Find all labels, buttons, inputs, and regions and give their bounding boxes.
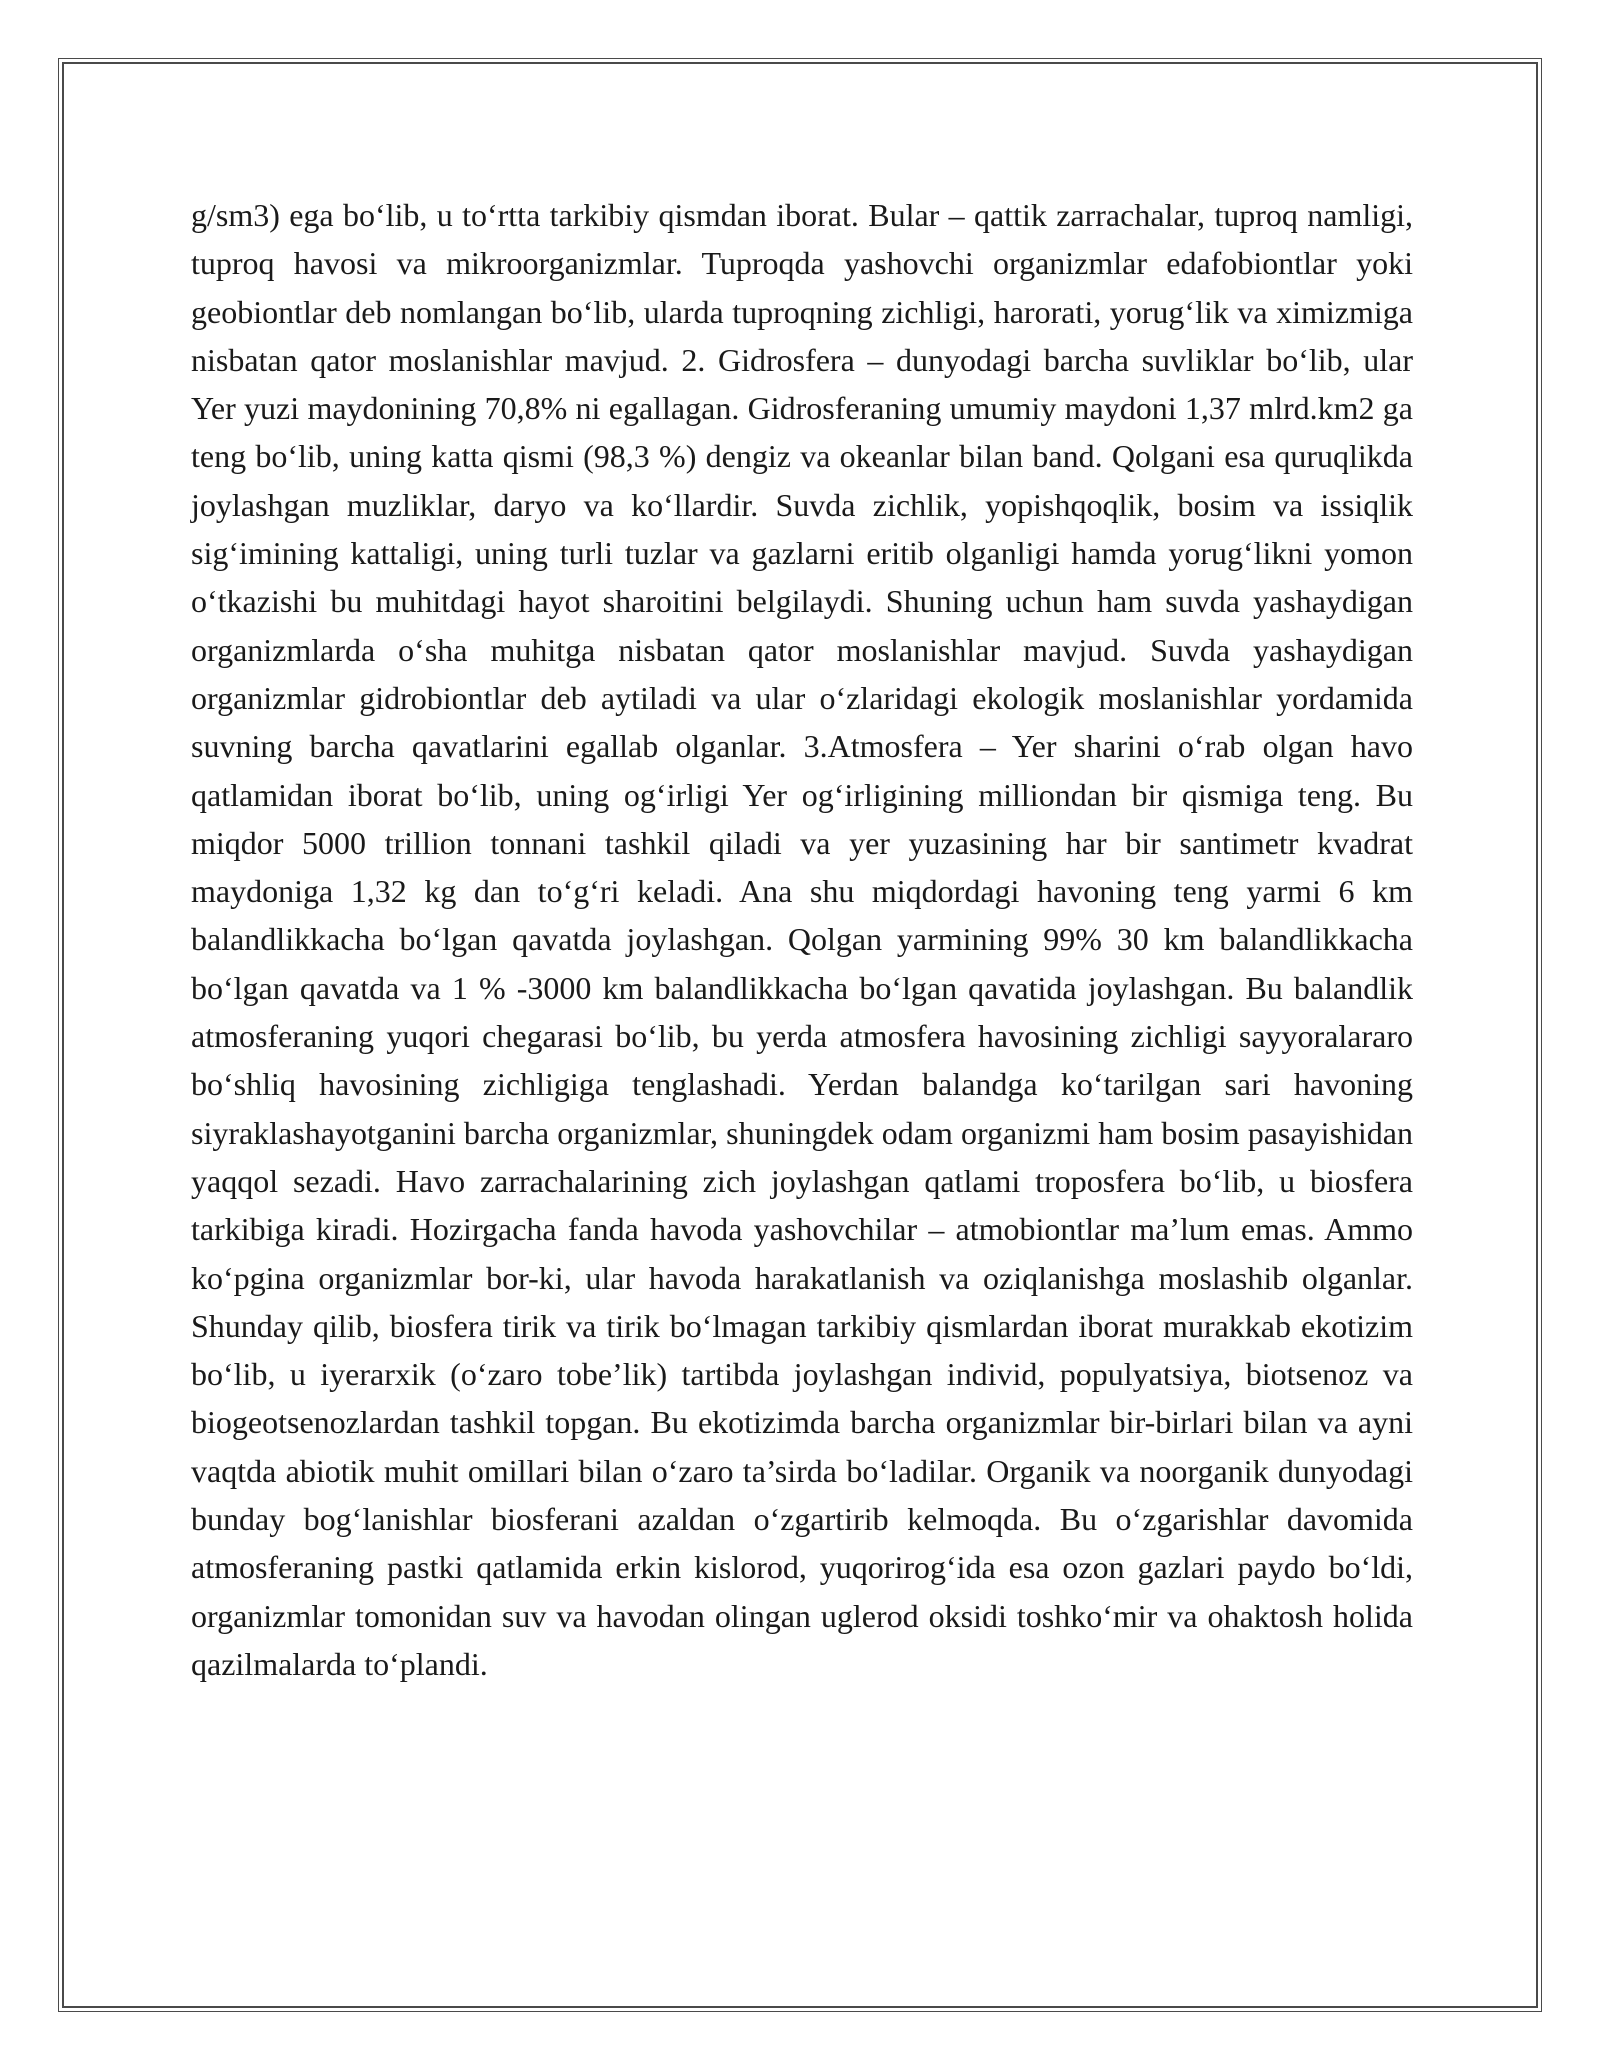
body-paragraph: g/sm3) ega bo‘lib, u to‘rtta tarkibiy qismdan iborat. Bular – qattik zarrachalar, tuproq namligi, tuproq havosi va mikroorganizmlar. Tuproqda yashovchi organizmlar edafobiontlar yoki geobiontlar deb nomlangan bo‘lib, ularda tuproqning zichligi, harorati, yorug‘lik va ximizmiga nisbatan qator moslanishlar mavjud. 2. Gidrosfera – dunyodagi barcha suvliklar bo‘lib, ular Yer yuzi maydonining 70,8% ni egallagan. Gidrosferaning umumiy maydoni 1,37 mlrd.km2 ga teng bo‘lib, uning katta qismi (98,3 %) dengiz va okeanlar bilan band. Qolgani esa quruqlikda joylashgan muzliklar, daryo va ko‘llardir. Suvda zichlik, yopishqoqlik, bosim va issiqlik sig‘imining kattaligi, uning turli tuzlar va gazlarni eritib olganligi hamda yorug‘likni yomon o‘tkazishi bu muhitdagi hayot sharoitini belgilaydi. Shuning uchun ham suvda yashaydigan organizmlarda o‘sha muhitga nisbatan qator moslanishlar mavjud. Suvda yashaydigan organizmlar gidrobiontlar deb aytiladi va ular o‘zlaridagi ekologik moslanishlar yordamida suvning barcha qavatlarini egallab olganlar. 3.Atmosfera – Yer sharini o‘rab olgan havo qatlamidan iborat bo‘lib, uning og‘irligi Yer og‘irligining milliondan bir qismiga teng. Bu miqdor 5000 trillion tonnani tashkil qiladi va yer yuzasining har bir santimetr kvadrat maydoniga 1,32 kg dan to‘g‘ri keladi. Ana shu miqdordagi havoning teng yarmi 6 km balandlikkacha bo‘lgan qavatda joylashgan. Qolgan yarmining 99% 30 km balandlikkacha bo‘lgan qavatda va 1 % -3000 km balandlikkacha bo‘lgan qavatida joylashgan. Bu balandlik atmosferaning yuqori chegarasi bo‘lib, bu yerda atmosfera havosining zichligi sayyoralararo bo‘shliq havosining zichligiga tenglashadi. Yerdan balandga ko‘tarilgan sari havoning siyraklashayotganini barcha organizmlar, shuningdek odam organizmi ham bosim pasayishidan yaqqol sezadi. Havo zarrachalarining zich joylashgan qatlami troposfera bo‘lib, u biosfera tarkibiga kiradi. Hozirgacha fanda havoda yashovchilar – atmobiontlar ma’lum emas. Ammo ko‘pgina organizmlar bor-ki, ular havoda harakatlanish va oziqlanishga moslashib olganlar. Shunday qilib, biosfera tirik va tirik bo‘lmagan tarkibiy qismlardan iborat murakkab ekotizim bo‘lib, u iyerarxik (o‘zaro tobe’lik) tartibda joylashgan individ, populyatsiya, biotsenoz va biogeotsenozlardan tashkil topgan. Bu ekotizimda barcha organizmlar bir-birlari bilan va ayni vaqtda abiotik muhit omillari bilan o‘zaro ta’sirda bo‘ladilar. Organik va noorganik dunyodagi bunday bog‘lanishlar biosferani azaldan o‘zgartirib kelmoqda. Bu o‘zgarishlar davomida atmosferaning pastki qatlamida erkin kislorod, yuqorirog‘ida esa ozon gazlari paydo bo‘ldi, organizmlar tomonidan suv va havodan olingan uglerod oksidi toshko‘mir va ohaktosh holida qazilmalarda to‘plandi. [191,197,1413,1682]
